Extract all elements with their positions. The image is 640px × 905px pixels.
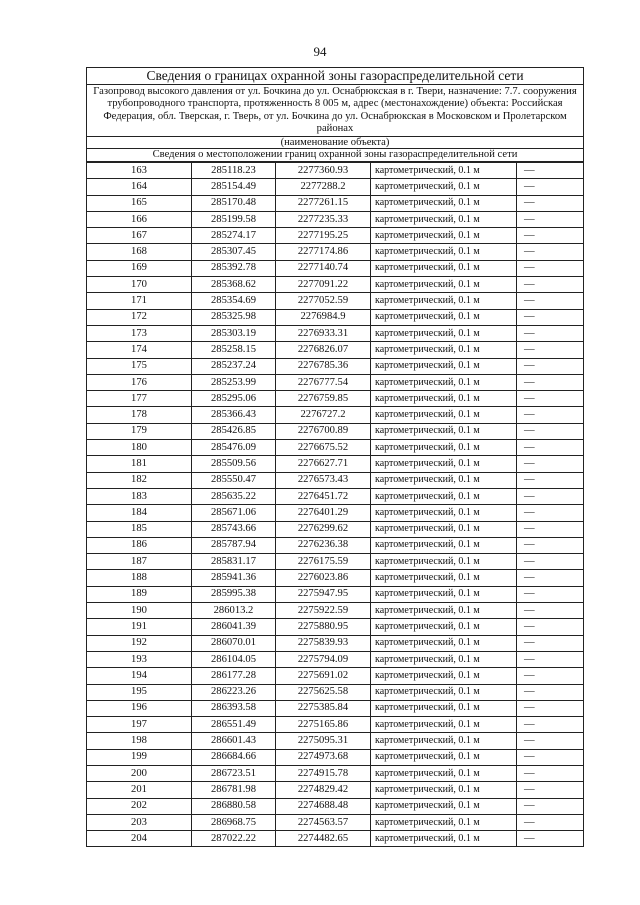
method-accuracy-cell: картометрический, 0.1 м (371, 423, 517, 439)
point-number-cell: 167 (87, 228, 192, 244)
y-coordinate-cell: 2274915.78 (276, 765, 371, 781)
table-row (87, 325, 584, 341)
description-cell: — (517, 325, 584, 341)
point-number-cell: 163 (87, 163, 192, 179)
description-cell: — (517, 440, 584, 456)
table-row (87, 293, 584, 309)
boundary-document (86, 67, 584, 847)
x-coordinate-cell: 286223.26 (192, 684, 276, 700)
point-number-cell: 201 (87, 782, 192, 798)
method-accuracy-cell: картометрический, 0.1 м (371, 472, 517, 488)
x-coordinate-cell: 285325.98 (192, 309, 276, 325)
table-row (87, 472, 584, 488)
method-accuracy-cell: картометрический, 0.1 м (371, 358, 517, 374)
method-accuracy-cell: картометрический, 0.1 м (371, 733, 517, 749)
method-accuracy-cell: картометрический, 0.1 м (371, 244, 517, 260)
y-coordinate-cell: 2275095.31 (276, 733, 371, 749)
x-coordinate-cell: 285118.23 (192, 163, 276, 179)
method-accuracy-cell: картометрический, 0.1 м (371, 505, 517, 521)
method-accuracy-cell: картометрический, 0.1 м (371, 765, 517, 781)
method-accuracy-cell: картометрический, 0.1 м (371, 586, 517, 602)
x-coordinate-cell: 286070.01 (192, 635, 276, 651)
table-row (87, 505, 584, 521)
y-coordinate-cell: 2277261.15 (276, 195, 371, 211)
description-cell: — (517, 798, 584, 814)
table-row (87, 831, 584, 847)
description-cell: — (517, 358, 584, 374)
point-number-cell: 188 (87, 570, 192, 586)
y-coordinate-cell: 2277195.25 (276, 228, 371, 244)
y-coordinate-cell: 2274973.68 (276, 749, 371, 765)
point-number-cell: 165 (87, 195, 192, 211)
x-coordinate-cell: 285366.43 (192, 407, 276, 423)
method-accuracy-cell: картометрический, 0.1 м (371, 260, 517, 276)
method-accuracy-cell: картометрический, 0.1 м (371, 651, 517, 667)
method-accuracy-cell: картометрический, 0.1 м (371, 603, 517, 619)
description-cell: — (517, 293, 584, 309)
table-row (87, 782, 584, 798)
y-coordinate-cell: 2276023.86 (276, 570, 371, 586)
table-row (87, 717, 584, 733)
page-number: 94 (313, 44, 327, 59)
x-coordinate-cell: 285354.69 (192, 293, 276, 309)
y-coordinate-cell: 2277174.86 (276, 244, 371, 260)
method-accuracy-cell: картометрический, 0.1 м (371, 163, 517, 179)
point-number-cell: 197 (87, 717, 192, 733)
table-row (87, 554, 584, 570)
x-coordinate-cell: 285154.49 (192, 179, 276, 195)
x-coordinate-cell: 285199.58 (192, 211, 276, 227)
description-cell: — (517, 717, 584, 733)
point-number-cell: 182 (87, 472, 192, 488)
y-coordinate-cell: 2277091.22 (276, 277, 371, 293)
method-accuracy-cell: картометрический, 0.1 м (371, 684, 517, 700)
description-cell: — (517, 423, 584, 439)
point-number-cell: 198 (87, 733, 192, 749)
method-accuracy-cell: картометрический, 0.1 м (371, 798, 517, 814)
method-accuracy-cell: картометрический, 0.1 м (371, 211, 517, 227)
point-number-cell: 204 (87, 831, 192, 847)
y-coordinate-cell: 2275165.86 (276, 717, 371, 733)
method-accuracy-cell: картометрический, 0.1 м (371, 717, 517, 733)
x-coordinate-cell: 285787.94 (192, 537, 276, 553)
x-coordinate-cell: 285550.47 (192, 472, 276, 488)
table-row (87, 749, 584, 765)
description-cell: — (517, 391, 584, 407)
x-coordinate-cell: 286013.2 (192, 603, 276, 619)
object-description: Газопровод высокого давления от ул. Бочкина до ул. Оснабрюкская в г. Твери, назначение: 7.7. сооружения трубопроводного транспорта, протяженность 8 005 м, адрес (местонахождение) объекта: Российская Федерация, обл. Тверская, г. Тверь, от ул. Бочкина до ул. Оснабрюкская в Московском и Пролетарском районах (87, 85, 583, 137)
y-coordinate-cell: 2276299.62 (276, 521, 371, 537)
y-coordinate-cell: 2277288.2 (276, 179, 371, 195)
y-coordinate-cell: 2276777.54 (276, 374, 371, 390)
coordinates-table (86, 162, 584, 847)
point-number-cell: 186 (87, 537, 192, 553)
method-accuracy-cell: картометрический, 0.1 м (371, 521, 517, 537)
y-coordinate-cell: 2277052.59 (276, 293, 371, 309)
x-coordinate-cell: 285509.56 (192, 456, 276, 472)
description-cell: — (517, 342, 584, 358)
table-row (87, 537, 584, 553)
x-coordinate-cell: 285368.62 (192, 277, 276, 293)
x-coordinate-cell: 285303.19 (192, 325, 276, 341)
table-row (87, 195, 584, 211)
point-number-cell: 176 (87, 374, 192, 390)
table-row (87, 260, 584, 276)
y-coordinate-cell: 2275385.84 (276, 700, 371, 716)
method-accuracy-cell: картометрический, 0.1 м (371, 814, 517, 830)
x-coordinate-cell: 285392.78 (192, 260, 276, 276)
method-accuracy-cell: картометрический, 0.1 м (371, 228, 517, 244)
description-cell: — (517, 814, 584, 830)
point-number-cell: 195 (87, 684, 192, 700)
point-number-cell: 166 (87, 211, 192, 227)
table-row (87, 619, 584, 635)
description-cell: — (517, 521, 584, 537)
object-caption: (наименование объекта) (87, 137, 583, 149)
method-accuracy-cell: картометрический, 0.1 м (371, 619, 517, 635)
method-accuracy-cell: картометрический, 0.1 м (371, 293, 517, 309)
table-row (87, 342, 584, 358)
point-number-cell: 189 (87, 586, 192, 602)
table-row (87, 391, 584, 407)
description-cell: — (517, 407, 584, 423)
method-accuracy-cell: картометрический, 0.1 м (371, 179, 517, 195)
table-row (87, 635, 584, 651)
point-number-cell: 179 (87, 423, 192, 439)
description-cell: — (517, 749, 584, 765)
y-coordinate-cell: 2274563.57 (276, 814, 371, 830)
method-accuracy-cell: картометрический, 0.1 м (371, 554, 517, 570)
point-number-cell: 190 (87, 603, 192, 619)
description-cell: — (517, 163, 584, 179)
table-row (87, 228, 584, 244)
description-cell: — (517, 505, 584, 521)
point-number-cell: 199 (87, 749, 192, 765)
table-row (87, 765, 584, 781)
point-number-cell: 171 (87, 293, 192, 309)
method-accuracy-cell: картометрический, 0.1 м (371, 391, 517, 407)
y-coordinate-cell: 2276933.31 (276, 325, 371, 341)
method-accuracy-cell: картометрический, 0.1 м (371, 488, 517, 504)
x-coordinate-cell: 286041.39 (192, 619, 276, 635)
y-coordinate-cell: 2275922.59 (276, 603, 371, 619)
table-row (87, 668, 584, 684)
description-cell: — (517, 619, 584, 635)
point-number-cell: 169 (87, 260, 192, 276)
method-accuracy-cell: картометрический, 0.1 м (371, 831, 517, 847)
point-number-cell: 183 (87, 488, 192, 504)
description-cell: — (517, 244, 584, 260)
table-row (87, 700, 584, 716)
point-number-cell: 191 (87, 619, 192, 635)
x-coordinate-cell: 286177.28 (192, 668, 276, 684)
x-coordinate-cell: 285743.66 (192, 521, 276, 537)
method-accuracy-cell: картометрический, 0.1 м (371, 668, 517, 684)
x-coordinate-cell: 285426.85 (192, 423, 276, 439)
x-coordinate-cell: 286104.05 (192, 651, 276, 667)
x-coordinate-cell: 285476.09 (192, 440, 276, 456)
x-coordinate-cell: 285170.48 (192, 195, 276, 211)
method-accuracy-cell: картометрический, 0.1 м (371, 749, 517, 765)
x-coordinate-cell: 285237.24 (192, 358, 276, 374)
y-coordinate-cell: 2276401.29 (276, 505, 371, 521)
y-coordinate-cell: 2277140.74 (276, 260, 371, 276)
description-cell: — (517, 668, 584, 684)
point-number-cell: 168 (87, 244, 192, 260)
y-coordinate-cell: 2276451.72 (276, 488, 371, 504)
method-accuracy-cell: картометрический, 0.1 м (371, 570, 517, 586)
description-cell: — (517, 831, 584, 847)
description-cell: — (517, 700, 584, 716)
table-row (87, 309, 584, 325)
y-coordinate-cell: 2274829.42 (276, 782, 371, 798)
point-number-cell: 164 (87, 179, 192, 195)
point-number-cell: 196 (87, 700, 192, 716)
y-coordinate-cell: 2276627.71 (276, 456, 371, 472)
point-number-cell: 185 (87, 521, 192, 537)
x-coordinate-cell: 285941.36 (192, 570, 276, 586)
table-row (87, 521, 584, 537)
x-coordinate-cell: 286601.43 (192, 733, 276, 749)
method-accuracy-cell: картометрический, 0.1 м (371, 309, 517, 325)
method-accuracy-cell: картометрический, 0.1 м (371, 700, 517, 716)
y-coordinate-cell: 2276826.07 (276, 342, 371, 358)
description-cell: — (517, 277, 584, 293)
description-cell: — (517, 586, 584, 602)
table-row (87, 456, 584, 472)
y-coordinate-cell: 2276175.59 (276, 554, 371, 570)
description-cell: — (517, 765, 584, 781)
y-coordinate-cell: 2276573.43 (276, 472, 371, 488)
description-cell: — (517, 179, 584, 195)
point-number-cell: 170 (87, 277, 192, 293)
method-accuracy-cell: картометрический, 0.1 м (371, 374, 517, 390)
description-cell: — (517, 635, 584, 651)
y-coordinate-cell: 2274482.65 (276, 831, 371, 847)
method-accuracy-cell: картометрический, 0.1 м (371, 325, 517, 341)
table-row (87, 798, 584, 814)
point-number-cell: 174 (87, 342, 192, 358)
point-number-cell: 181 (87, 456, 192, 472)
x-coordinate-cell: 285295.06 (192, 391, 276, 407)
x-coordinate-cell: 285307.45 (192, 244, 276, 260)
x-coordinate-cell: 285995.38 (192, 586, 276, 602)
table-row (87, 440, 584, 456)
x-coordinate-cell: 285253.99 (192, 374, 276, 390)
description-cell: — (517, 260, 584, 276)
x-coordinate-cell: 286880.58 (192, 798, 276, 814)
point-number-cell: 172 (87, 309, 192, 325)
description-cell: — (517, 570, 584, 586)
method-accuracy-cell: картометрический, 0.1 м (371, 342, 517, 358)
y-coordinate-cell: 2276785.36 (276, 358, 371, 374)
description-cell: — (517, 374, 584, 390)
description-cell: — (517, 733, 584, 749)
y-coordinate-cell: 2275794.09 (276, 651, 371, 667)
method-accuracy-cell: картометрический, 0.1 м (371, 407, 517, 423)
y-coordinate-cell: 2276236.38 (276, 537, 371, 553)
point-number-cell: 193 (87, 651, 192, 667)
point-number-cell: 187 (87, 554, 192, 570)
method-accuracy-cell: картометрический, 0.1 м (371, 456, 517, 472)
table-row (87, 423, 584, 439)
table-row (87, 374, 584, 390)
document-title: Сведения о границах охранной зоны газораспределительной сети (87, 68, 583, 85)
description-cell: — (517, 211, 584, 227)
y-coordinate-cell: 2275625.58 (276, 684, 371, 700)
point-number-cell: 194 (87, 668, 192, 684)
table-row (87, 603, 584, 619)
y-coordinate-cell: 2275691.02 (276, 668, 371, 684)
y-coordinate-cell: 2277235.33 (276, 211, 371, 227)
method-accuracy-cell: картометрический, 0.1 м (371, 440, 517, 456)
point-number-cell: 192 (87, 635, 192, 651)
coordinates-table-body (87, 163, 584, 847)
y-coordinate-cell: 2277360.93 (276, 163, 371, 179)
point-number-cell: 175 (87, 358, 192, 374)
table-row (87, 814, 584, 830)
method-accuracy-cell: картометрический, 0.1 м (371, 277, 517, 293)
description-cell: — (517, 537, 584, 553)
y-coordinate-cell: 2275839.93 (276, 635, 371, 651)
method-accuracy-cell: картометрический, 0.1 м (371, 635, 517, 651)
x-coordinate-cell: 285671.06 (192, 505, 276, 521)
x-coordinate-cell: 286968.75 (192, 814, 276, 830)
method-accuracy-cell: картометрический, 0.1 м (371, 195, 517, 211)
description-cell: — (517, 684, 584, 700)
y-coordinate-cell: 2275880.95 (276, 619, 371, 635)
point-number-cell: 200 (87, 765, 192, 781)
y-coordinate-cell: 2274688.48 (276, 798, 371, 814)
x-coordinate-cell: 286723.51 (192, 765, 276, 781)
table-row (87, 684, 584, 700)
method-accuracy-cell: картометрический, 0.1 м (371, 537, 517, 553)
point-number-cell: 178 (87, 407, 192, 423)
point-number-cell: 202 (87, 798, 192, 814)
x-coordinate-cell: 286393.58 (192, 700, 276, 716)
table-row (87, 651, 584, 667)
description-cell: — (517, 554, 584, 570)
table-row (87, 244, 584, 260)
table-row (87, 586, 584, 602)
x-coordinate-cell: 286684.66 (192, 749, 276, 765)
method-accuracy-cell: картометрический, 0.1 м (371, 782, 517, 798)
table-row (87, 211, 584, 227)
description-cell: — (517, 472, 584, 488)
section-title: Сведения о местоположении границ охранной зоны газораспределительной сети (87, 149, 583, 162)
y-coordinate-cell: 2276759.85 (276, 391, 371, 407)
table-row (87, 163, 584, 179)
description-cell: — (517, 603, 584, 619)
table-row (87, 358, 584, 374)
table-row (87, 277, 584, 293)
y-coordinate-cell: 2276675.52 (276, 440, 371, 456)
point-number-cell: 173 (87, 325, 192, 341)
x-coordinate-cell: 286781.98 (192, 782, 276, 798)
x-coordinate-cell: 286551.49 (192, 717, 276, 733)
description-cell: — (517, 488, 584, 504)
description-cell: — (517, 651, 584, 667)
y-coordinate-cell: 2276727.2 (276, 407, 371, 423)
y-coordinate-cell: 2276984.9 (276, 309, 371, 325)
description-cell: — (517, 309, 584, 325)
x-coordinate-cell: 287022.22 (192, 831, 276, 847)
y-coordinate-cell: 2276700.89 (276, 423, 371, 439)
x-coordinate-cell: 285258.15 (192, 342, 276, 358)
point-number-cell: 203 (87, 814, 192, 830)
point-number-cell: 184 (87, 505, 192, 521)
description-cell: — (517, 228, 584, 244)
point-number-cell: 177 (87, 391, 192, 407)
x-coordinate-cell: 285635.22 (192, 488, 276, 504)
table-row (87, 488, 584, 504)
y-coordinate-cell: 2275947.95 (276, 586, 371, 602)
x-coordinate-cell: 285274.17 (192, 228, 276, 244)
table-row (87, 570, 584, 586)
description-cell: — (517, 456, 584, 472)
description-cell: — (517, 195, 584, 211)
table-row (87, 407, 584, 423)
table-row (87, 733, 584, 749)
description-cell: — (517, 782, 584, 798)
x-coordinate-cell: 285831.17 (192, 554, 276, 570)
point-number-cell: 180 (87, 440, 192, 456)
table-row (87, 179, 584, 195)
